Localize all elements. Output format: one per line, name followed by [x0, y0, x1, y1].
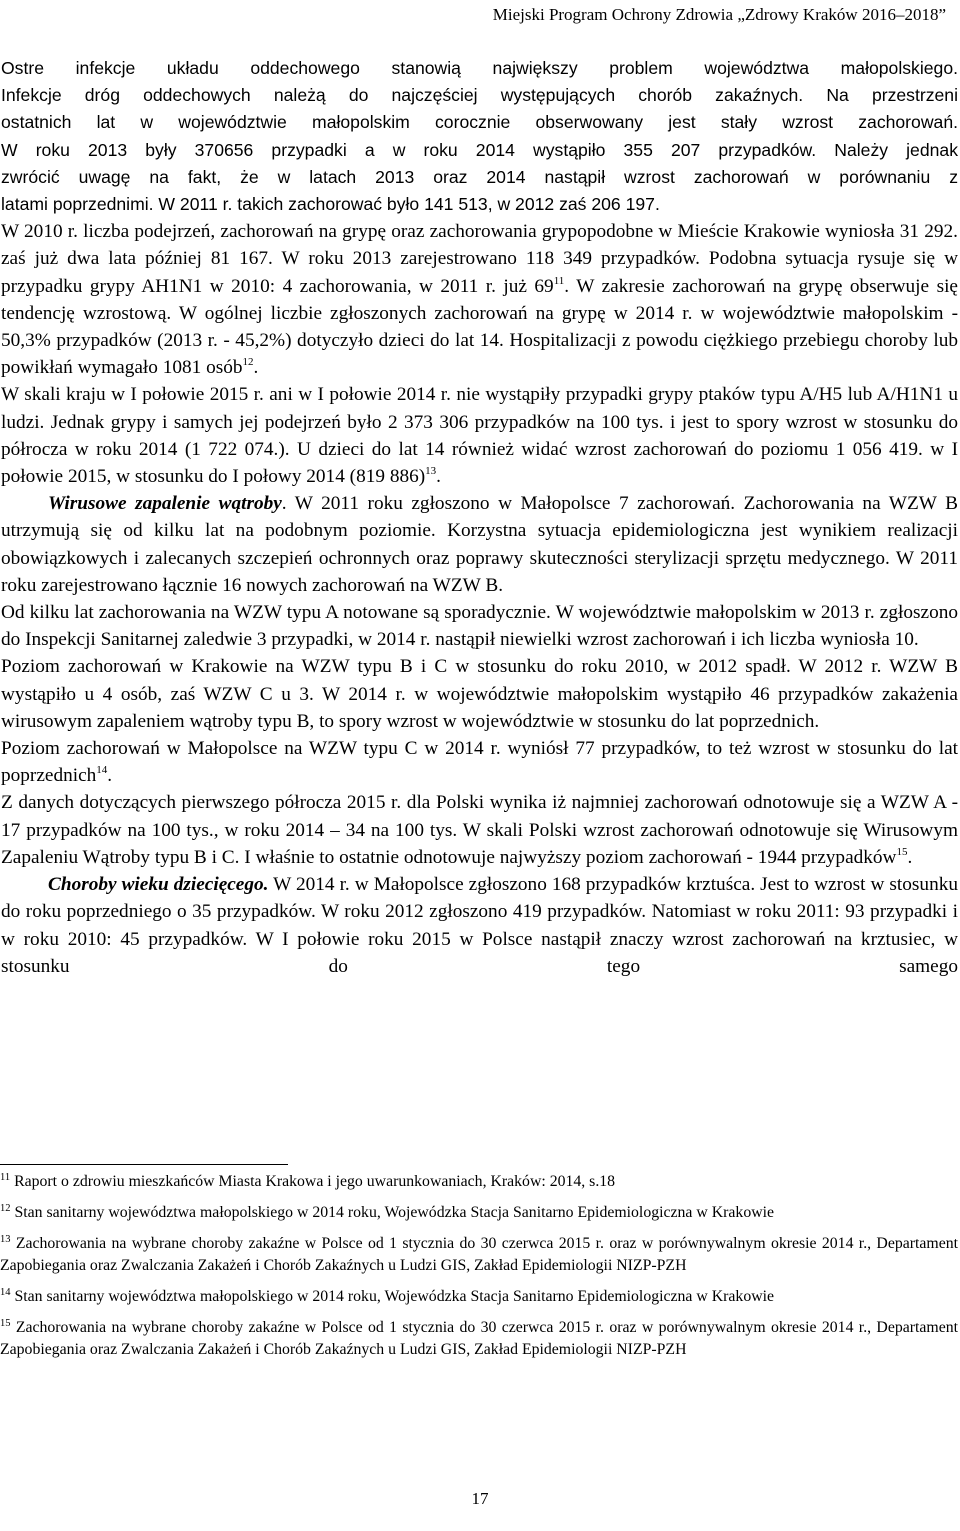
influenza-text-b: . W zakresie zachorowań na grypę obserwuje się tendencję wzrostową. W ogólnej liczbie zgłoszonych zachorowań na grypę w 2014 r. w województwie małopolskim - 50,3% przypadków (2013 r. - 45,2%) dotyczyło dzieci do lat 14. Hospitalizacji z powodu ciężkiego przebiegu choroby lub powikłań wymagało 1081 osób: [1, 275, 958, 379]
influenza-paragraph: [1, 218, 958, 381]
footnote-number: 15: [0, 1318, 11, 1329]
footnote-number: 12: [0, 1203, 11, 1214]
footnote-ref-12: 12: [242, 356, 254, 369]
hepatitis-paragraph: [1, 490, 958, 599]
wzw-a-paragraph: Od kilku lat zachorowania na WZW typu A notowane są sporadycznie. W województwie małopolskim w 2013 r. zgłoszono do Inspekcji Sanitarnej zaledwie 3 przypadki, w 2014 r. nastąpił niewielki wzrost zachorowań i ich liczba wyniosła 10.: [1, 602, 958, 651]
hepatitis-text: . W 2011 roku zgłoszono w Małopolsce 7 zachorowań. Zachorowania na WZW B utrzymują się od kilku lat na podobnym poziomie. Korzystna sytuacja epidemiologiczna jest wynikiem realizacji obowiązkowych i zalecanych szczepień ochronnych oraz poprawy skuteczności sterylizacji sprzętu medycznego. W 2011 roku zarejestrowano łącznie 16 nowych zachorowań na WZW B.: [1, 493, 958, 596]
footnote-13: [0, 1233, 958, 1277]
footnote-14: [0, 1286, 958, 1308]
footnote-text: Raport o zdrowiu mieszkańców Miasta Krakowa i jego uwarunkowaniach, Kraków: 2014, s.18: [10, 1173, 616, 1190]
footnote-separator: [0, 1164, 288, 1165]
footnote-text: Zachorowania na wybrane choroby zakaźne w Polsce od 1 stycznia do 30 czerwca 2015 r. oraz w porównywalnym okresie 2014 r., Departament Zapobiegania oraz Zwalczania Zakażeń i Chorób Zakaźnych u Ludzi GIS, Zakład Epidemiologii NIZP-PZH: [0, 1235, 958, 1274]
respiratory-line: ostatnich lat w województwie małopolskim corocznie obserwowany jest stały wzrost zachorowań.: [1, 112, 958, 133]
bird-flu-paragraph: [1, 381, 958, 490]
footnote-12: [0, 1202, 958, 1224]
running-header: Miejski Program Ochrony Zdrowia „Zdrowy Kraków 2016–2018”: [492, 5, 946, 24]
hepatitis-heading: Wirusowe zapalenie wątroby: [48, 493, 282, 515]
bird-flu-text-a: W skali kraju w I połowie 2015 r. ani w I połowie 2014 r. nie wystąpiły przypadki grypy ptaków typu A/H5 lub A/H1N1 u ludzi. Jednak grypy i samych jej podejrzeń było 2 373 306 przypadków na 100 tys. i jest to spory wzrost w stosunku do półrocza w roku 2014 (1 722 074.). U dzieci do lat 14 również widać wzrost zachorowań do poziomu 1 056 419. w I połowie 2015, w stosunku do I połowy 2014 (819 886): [1, 384, 958, 488]
respiratory-line: zwrócić uwagę na fakt, że w latach 2013 oraz 2014 nastąpił wzrost zachorowań w porównaniu z: [1, 166, 958, 187]
wzw-bc-paragraph: Poziom zachorowań w Krakowie na WZW typu B i C w stosunku do roku 2010, w 2012 spadł. W 2012 r. WZW B wystąpiło u 4 osób, zaś WZW C u 3. W 2014 r. w województwie małopolskim wystąpiło 46 przypadków zakażenia wirusowym zapaleniem wątroby typu B, to spory wzrost w województwie w stosunku do lat poprzednich.: [1, 656, 958, 732]
wzw-c-text-a: Poziom zachorowań w Małopolsce na WZW typu C w 2014 r. wyniósł 77 przypadków, to też wzrost w stosunku do lat poprzednich: [1, 738, 958, 787]
footnotes: [0, 1171, 958, 1370]
page-number: 17: [471, 1489, 489, 1508]
poland-2015-text-b: .: [907, 846, 913, 868]
respiratory-line: Infekcje dróg oddechowych należą do najczęściej występujących chorób zakaźnych. Na przestrzeni: [1, 85, 958, 106]
footnote-ref-15: 15: [896, 845, 908, 858]
footnote-number: 13: [0, 1234, 11, 1245]
wzw-c-text-b: .: [107, 765, 113, 787]
footnote-ref-13: 13: [425, 465, 437, 478]
footnote-text: Zachorowania na wybrane choroby zakaźne w Polsce od 1 stycznia do 30 czerwca 2015 r. oraz w porównywalnym okresie 2014 r., Departament Zapobiegania oraz Zwalczania Zakażeń i Chorób Zakaźnych u Ludzi GIS, Zakład Epidemiologii NIZP-PZH: [0, 1319, 958, 1358]
footnote-11: [0, 1171, 958, 1193]
children-paragraph: [1, 871, 958, 980]
footnote-text: Stan sanitarny województwa małopolskiego w 2014 roku, Wojewódzka Stacja Sanitarno Epidemiologiczna w Krakowie: [10, 1204, 775, 1221]
poland-2015-paragraph: [1, 789, 958, 871]
bird-flu-text-b: .: [436, 466, 441, 488]
respiratory-paragraph: [1, 55, 958, 218]
respiratory-line: Ostre infekcje układu oddechowego stanowią największy problem województwa małopolskiego.: [1, 58, 958, 78]
footnote-number: 14: [0, 1287, 11, 1298]
respiratory-line: latami poprzednimi. W 2011 r. takich zachorować było 141 513, w 2012 zaś 206 197.: [1, 194, 660, 215]
respiratory-line: W roku 2013 były 370656 przypadki a w roku 2014 wystąpiło 355 207 przypadków. Należy jednak: [1, 139, 958, 160]
body-text: [1, 55, 958, 980]
wzw-c-paragraph: [1, 735, 958, 789]
footnote-ref-14: 14: [96, 764, 108, 777]
footnote-text: Stan sanitarny województwa małopolskiego w 2014 roku, Wojewódzka Stacja Sanitarno Epidemiologiczna w Krakowie: [10, 1288, 775, 1305]
footnote-ref-11: 11: [553, 274, 565, 287]
children-heading: Choroby wieku dziecięcego.: [48, 874, 269, 896]
footnote-15: [0, 1317, 958, 1361]
children-text: W 2014 r. w Małopolsce zgłoszono 168 przypadków krztuśca. Jest to wzrost w stosunku do roku poprzedniego o 35 przypadków. W roku 2012 zgłoszono 419 przypadków. Natomiast w roku 2011: 93 przypadki i w roku 2010: 45 przypadków. W I połowie roku 2015 w Polsce nastąpił znaczy wzrost zachorowań na krztusiec, w stosunku do tego samego: [1, 874, 958, 977]
influenza-text-a: W 2010 r. liczba podejrzeń, zachorowań na grypę oraz zachorowania grypopodobne w Mieście Krakowie wyniosła 31 292. zaś już dwa lata później 81 167. W roku 2013 zarejestrowano 118 349 przypadków. Podobna sytuacja rysuje się w przypadku grypy AH1N1 w 2010: 4 zachorowania, w 2011 r. już 69: [1, 221, 958, 297]
poland-2015-text-a: Z danych dotyczących pierwszego półrocza 2015 r. dla Polski wynika iż najmniej zachorowań odnotowuje się a WZW A - 17 przypadków na 100 tys., w roku 2014 – 34 na 100 tys. W skali Polski wzrost zachorowań odnotowuje się Wirusowym Zapaleniu Wątroby typu B i C. I właśnie to ostatnie odnotowuje najwyższy poziom zachorowań - 1944 przypadków: [1, 792, 958, 868]
footnote-number: 11: [0, 1172, 11, 1183]
influenza-text-c: .: [253, 357, 259, 379]
